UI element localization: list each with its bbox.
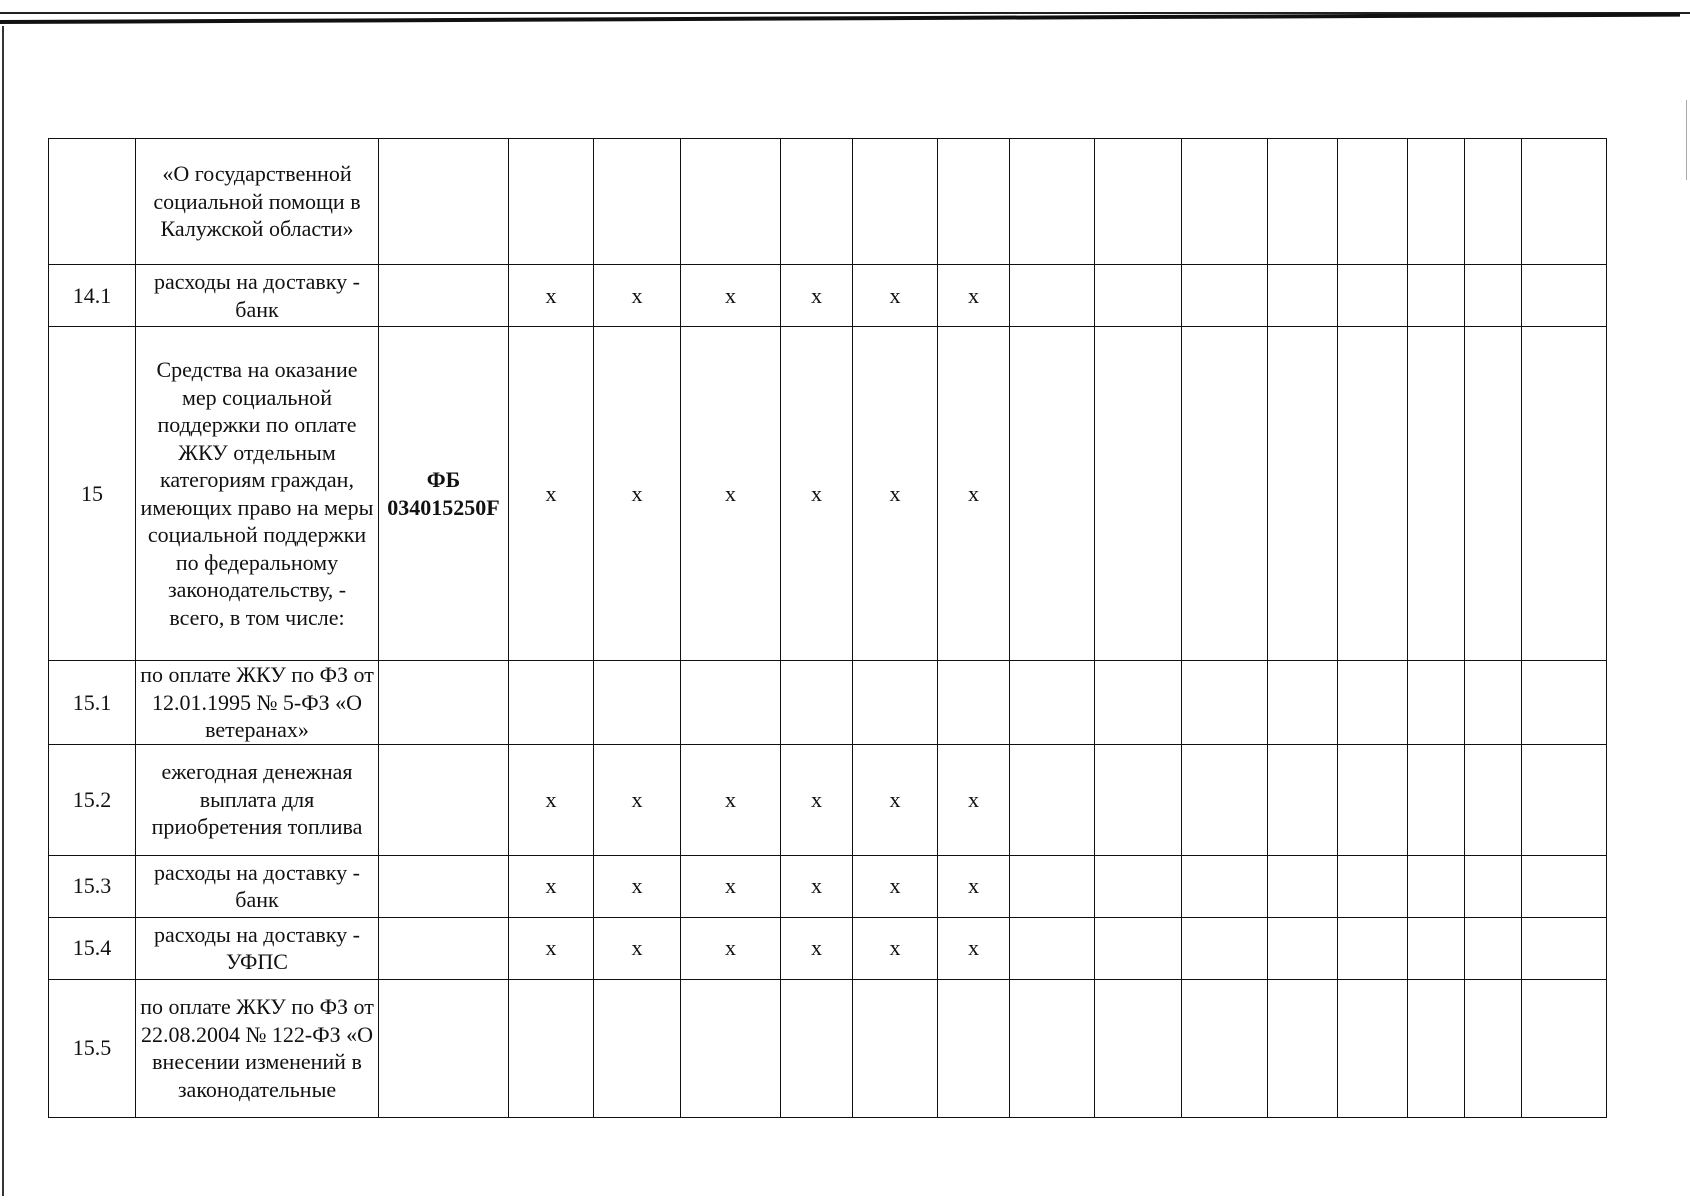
row-number-cell bbox=[49, 139, 136, 265]
empty-cell bbox=[1268, 327, 1338, 661]
empty-cell bbox=[1268, 979, 1338, 1117]
mark-cell bbox=[681, 979, 781, 1117]
empty-cell bbox=[1408, 855, 1465, 917]
row-description-cell: расходы на доставку - УФПС bbox=[136, 917, 379, 979]
empty-cell bbox=[1182, 917, 1268, 979]
empty-cell bbox=[1408, 327, 1465, 661]
empty-cell bbox=[1465, 265, 1522, 327]
mark-cell bbox=[594, 661, 681, 745]
empty-cell bbox=[1465, 661, 1522, 745]
mark-cell: x bbox=[509, 855, 594, 917]
mark-cell bbox=[781, 139, 853, 265]
empty-cell bbox=[1522, 327, 1607, 661]
mark-cell: x bbox=[938, 917, 1010, 979]
empty-cell bbox=[1010, 327, 1095, 661]
empty-cell bbox=[1268, 917, 1338, 979]
empty-cell bbox=[1338, 139, 1408, 265]
row-description-cell: расходы на доставку - банк bbox=[136, 855, 379, 917]
scan-top-edge bbox=[0, 12, 1690, 24]
mark-cell: x bbox=[938, 327, 1010, 661]
empty-cell bbox=[1182, 327, 1268, 661]
budget-code-cell bbox=[379, 265, 509, 327]
mark-cell: x bbox=[509, 744, 594, 855]
mark-cell bbox=[594, 979, 681, 1117]
empty-cell bbox=[1010, 917, 1095, 979]
empty-cell bbox=[1408, 744, 1465, 855]
mark-cell: x bbox=[781, 917, 853, 979]
row-number-cell: 15.1 bbox=[49, 661, 136, 745]
mark-cell: x bbox=[938, 265, 1010, 327]
budget-code-cell bbox=[379, 139, 509, 265]
mark-cell bbox=[938, 661, 1010, 745]
mark-cell: x bbox=[938, 855, 1010, 917]
empty-cell bbox=[1338, 265, 1408, 327]
empty-cell bbox=[1338, 327, 1408, 661]
empty-cell bbox=[1522, 744, 1607, 855]
mark-cell: x bbox=[938, 744, 1010, 855]
empty-cell bbox=[1408, 917, 1465, 979]
mark-cell bbox=[938, 139, 1010, 265]
scan-left-edge bbox=[2, 26, 4, 1196]
empty-cell bbox=[1522, 855, 1607, 917]
mark-cell: x bbox=[681, 855, 781, 917]
mark-cell: x bbox=[681, 917, 781, 979]
mark-cell bbox=[681, 139, 781, 265]
table-row bbox=[49, 661, 1607, 745]
budget-code-cell bbox=[379, 855, 509, 917]
empty-cell bbox=[1095, 327, 1182, 661]
empty-cell bbox=[1465, 979, 1522, 1117]
empty-cell bbox=[1010, 265, 1095, 327]
empty-cell bbox=[1010, 661, 1095, 745]
empty-cell bbox=[1182, 139, 1268, 265]
table-row bbox=[49, 979, 1607, 1117]
mark-cell: x bbox=[594, 744, 681, 855]
empty-cell bbox=[1465, 855, 1522, 917]
table-row bbox=[49, 917, 1607, 979]
empty-cell bbox=[1182, 744, 1268, 855]
row-number-cell: 15 bbox=[49, 327, 136, 661]
mark-cell bbox=[853, 139, 938, 265]
mark-cell: x bbox=[594, 327, 681, 661]
table-row bbox=[49, 744, 1607, 855]
empty-cell bbox=[1268, 265, 1338, 327]
table-row bbox=[49, 855, 1607, 917]
mark-cell: x bbox=[681, 744, 781, 855]
empty-cell bbox=[1408, 139, 1465, 265]
empty-cell bbox=[1010, 744, 1095, 855]
table-row bbox=[49, 265, 1607, 327]
budget-table bbox=[48, 138, 1607, 1118]
budget-code-cell bbox=[379, 979, 509, 1117]
mark-cell bbox=[509, 139, 594, 265]
empty-cell bbox=[1522, 139, 1607, 265]
empty-cell bbox=[1095, 139, 1182, 265]
budget-code-cell: ФБ 034015250F bbox=[379, 327, 509, 661]
empty-cell bbox=[1268, 661, 1338, 745]
row-description-cell: «О государственной социальной помощи в Калужской области» bbox=[136, 139, 379, 265]
mark-cell: x bbox=[594, 855, 681, 917]
mark-cell: x bbox=[781, 855, 853, 917]
mark-cell: x bbox=[509, 327, 594, 661]
mark-cell bbox=[781, 661, 853, 745]
empty-cell bbox=[1465, 917, 1522, 979]
mark-cell: x bbox=[853, 744, 938, 855]
mark-cell: x bbox=[853, 265, 938, 327]
empty-cell bbox=[1522, 979, 1607, 1117]
mark-cell: x bbox=[781, 327, 853, 661]
row-number-cell: 15.4 bbox=[49, 917, 136, 979]
empty-cell bbox=[1268, 139, 1338, 265]
mark-cell: x bbox=[509, 265, 594, 327]
row-number-cell: 15.2 bbox=[49, 744, 136, 855]
empty-cell bbox=[1338, 979, 1408, 1117]
mark-cell: x bbox=[781, 265, 853, 327]
mark-cell bbox=[594, 139, 681, 265]
mark-cell bbox=[853, 661, 938, 745]
empty-cell bbox=[1408, 661, 1465, 745]
empty-cell bbox=[1010, 979, 1095, 1117]
empty-cell bbox=[1010, 139, 1095, 265]
mark-cell: x bbox=[681, 327, 781, 661]
row-description-cell: по оплате ЖКУ по ФЗ от 12.01.1995 № 5-ФЗ «О ветеранах» bbox=[136, 661, 379, 745]
empty-cell bbox=[1010, 855, 1095, 917]
row-number-cell: 15.5 bbox=[49, 979, 136, 1117]
table-row bbox=[49, 327, 1607, 661]
empty-cell bbox=[1268, 744, 1338, 855]
empty-cell bbox=[1182, 855, 1268, 917]
mark-cell bbox=[681, 661, 781, 745]
mark-cell bbox=[853, 979, 938, 1117]
mark-cell: x bbox=[681, 265, 781, 327]
empty-cell bbox=[1522, 661, 1607, 745]
mark-cell bbox=[938, 979, 1010, 1117]
mark-cell bbox=[509, 661, 594, 745]
empty-cell bbox=[1338, 917, 1408, 979]
row-number-cell: 14.1 bbox=[49, 265, 136, 327]
row-description-cell: Средства на оказание мер социальной поддержки по оплате ЖКУ отдельным категориям граждан, имеющих право на меры социальной поддержки по федеральному законодательству, - всего, в том числе: bbox=[136, 327, 379, 661]
budget-code-cell bbox=[379, 661, 509, 745]
row-description-cell: расходы на доставку - банк bbox=[136, 265, 379, 327]
empty-cell bbox=[1465, 139, 1522, 265]
empty-cell bbox=[1095, 744, 1182, 855]
mark-cell: x bbox=[594, 917, 681, 979]
mark-cell bbox=[509, 979, 594, 1117]
empty-cell bbox=[1408, 979, 1465, 1117]
scan-top-edge-line bbox=[0, 13, 1680, 24]
row-description-cell: ежегодная денежная выплата для приобретения топлива bbox=[136, 744, 379, 855]
mark-cell: x bbox=[853, 855, 938, 917]
empty-cell bbox=[1095, 661, 1182, 745]
empty-cell bbox=[1465, 327, 1522, 661]
mark-cell: x bbox=[853, 917, 938, 979]
mark-cell: x bbox=[853, 327, 938, 661]
empty-cell bbox=[1095, 917, 1182, 979]
empty-cell bbox=[1182, 661, 1268, 745]
scan-right-mark bbox=[1686, 100, 1687, 180]
row-number-cell: 15.3 bbox=[49, 855, 136, 917]
mark-cell: x bbox=[509, 917, 594, 979]
mark-cell: x bbox=[781, 744, 853, 855]
row-description-cell: по оплате ЖКУ по ФЗ от 22.08.2004 № 122-ФЗ «О внесении изменений в законодательные bbox=[136, 979, 379, 1117]
empty-cell bbox=[1408, 265, 1465, 327]
budget-code-cell bbox=[379, 744, 509, 855]
empty-cell bbox=[1095, 265, 1182, 327]
empty-cell bbox=[1338, 661, 1408, 745]
mark-cell bbox=[781, 979, 853, 1117]
empty-cell bbox=[1095, 855, 1182, 917]
empty-cell bbox=[1465, 744, 1522, 855]
budget-code-cell bbox=[379, 917, 509, 979]
empty-cell bbox=[1338, 855, 1408, 917]
table-body bbox=[49, 139, 1607, 1118]
empty-cell bbox=[1095, 979, 1182, 1117]
empty-cell bbox=[1338, 744, 1408, 855]
empty-cell bbox=[1522, 265, 1607, 327]
empty-cell bbox=[1268, 855, 1338, 917]
empty-cell bbox=[1182, 265, 1268, 327]
mark-cell: x bbox=[594, 265, 681, 327]
empty-cell bbox=[1522, 917, 1607, 979]
table-row bbox=[49, 139, 1607, 265]
empty-cell bbox=[1182, 979, 1268, 1117]
